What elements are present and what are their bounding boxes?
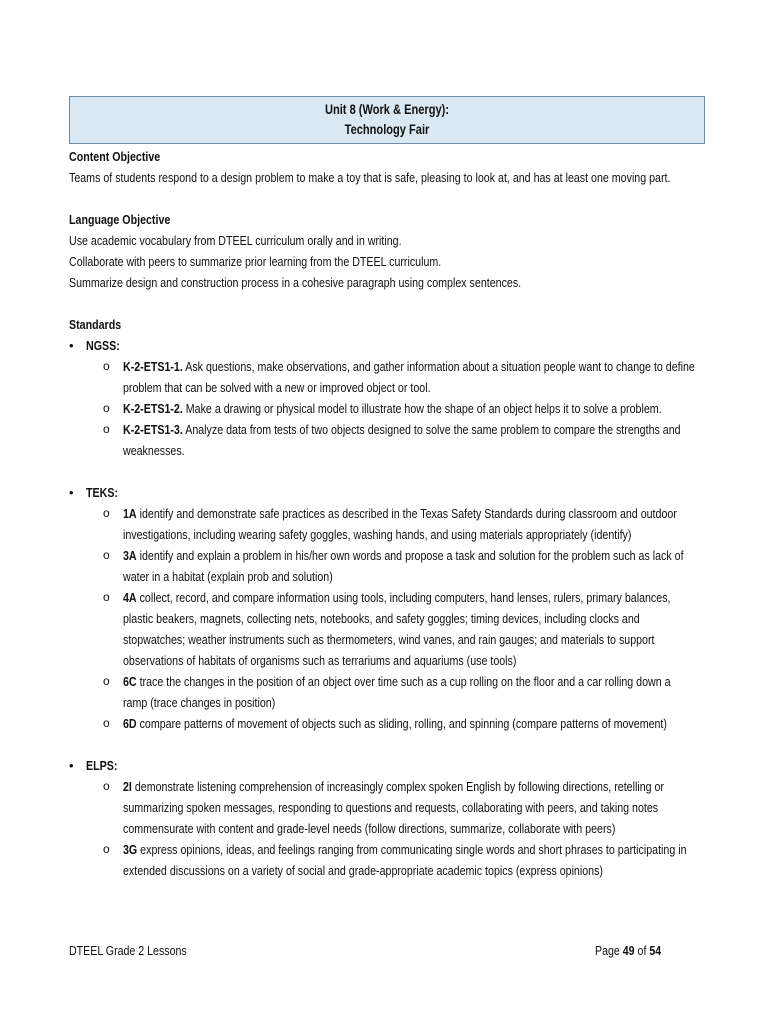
footer-left [69,944,208,958]
teks-item [103,671,703,713]
document-body [69,146,709,881]
standard-code: 2I [123,779,132,794]
teks-item [103,713,703,734]
standard-text: demonstrate listening comprehension of increasingly complex spoken English by following directions, retelling or summarizing spoken messages, responding to questions and requests, collaborating with peers, and taking notes commensurate with content and grade-level needs (follow directions, summarize, collaborate with peers) [123,779,664,836]
sub-bullet-icon: o [103,779,110,793]
standard-text: express opinions, ideas, and feelings ranging from communicating single words and short phrases to participating in extended discussions on a variety of social and grade-appropriate academic topics (express opinions) [123,842,687,878]
footer-page-number [595,944,673,958]
content-objective-heading: Content Objective [69,149,161,164]
language-objective-line: Summarize design and construction process in a cohesive paragraph using complex sentences. [69,275,522,290]
footer-title: DTEEL Grade 2 Lessons [69,944,187,958]
sub-bullet-icon: o [103,401,110,415]
standard-text: Analyze data from tests of two objects designed to solve the same problem to compare the strengths and weaknesses. [123,422,681,458]
sub-bullet-icon: o [103,842,110,856]
unit-title-line1: Unit 8 (Work & Energy): [324,102,450,117]
unit-title-box [69,96,705,144]
ngss-item [103,419,703,461]
standard-code: K-2-ETS1-1. [123,359,183,374]
language-objective-line: Use academic vocabulary from DTEEL curriculum orally and in writing. [69,233,402,248]
sub-bullet-icon: o [103,359,110,373]
content-objective-text: Teams of students respond to a design problem to make a toy that is safe, pleasing to look at, and has at least one moving part. [69,170,671,185]
ngss-item [103,398,703,419]
teks-bullet [69,482,709,503]
page-word: Page [595,944,623,958]
standard-text: identify and explain a problem in his/her own words and propose a task and solution for the problem such as lack of water in a habitat (explain prob and solution) [123,548,684,584]
standard-code: 6C [123,674,137,689]
unit-title-line2: Technology Fair [344,122,430,137]
bullet-icon: • [69,758,74,773]
language-objective-line: Collaborate with peers to summarize prior learning from the DTEEL curriculum. [69,254,442,269]
sub-bullet-icon: o [103,716,110,730]
elps-label: ELPS: [86,758,118,773]
teks-item [103,545,703,587]
standard-code: 1A [123,506,137,521]
page-current: 49 [622,944,635,958]
standards-heading: Standards [69,317,122,332]
elps-item [103,776,703,839]
standard-text: Ask questions, make observations, and gather information about a situation people want to change to define problem that can be solved with a new or improved object or tool. [123,359,695,395]
standard-text: collect, record, and compare information using tools, including computers, hand lenses, rulers, primary balances, plastic beakers, magnets, collecting nets, notebooks, and safety goggles; timing devices, including clocks and stopwatches; weather instruments such as thermometers, wind vanes, and rain gauges; and materials to support observations of habitats of organisms such as terrariums and aquariums (use tools) [123,590,671,668]
teks-item [103,503,703,545]
bullet-icon: • [69,338,74,353]
elps-item [103,839,703,881]
sub-bullet-icon: o [103,506,110,520]
standard-text: identify and demonstrate safe practices as described in the Texas Safety Standards during classroom and outdoor investigations, including wearing safety goggles, washing hands, and using materials appropriately (identify) [123,506,677,542]
sub-bullet-icon: o [103,674,110,688]
ngss-label: NGSS: [86,338,120,353]
teks-item [103,587,703,671]
language-objective-heading: Language Objective [69,212,171,227]
sub-bullet-icon: o [103,548,110,562]
teks-label: TEKS: [86,485,118,500]
standard-code: 3G [123,842,138,857]
standard-text: compare patterns of movement of objects such as sliding, rolling, and spinning (compare patterns of movement) [136,716,667,731]
ngss-bullet [69,335,709,356]
page-total: 54 [649,944,662,958]
sub-bullet-icon: o [103,590,110,604]
standard-text: trace the changes in the position of an object over time such as a cup rolling on the floor and a car rolling down a ramp (trace changes in position) [123,674,671,710]
standard-code: K-2-ETS1-2. [123,401,183,416]
standard-text: Make a drawing or physical model to illustrate how the shape of an object helps it to solve a problem. [182,401,662,416]
standard-code: 4A [123,590,137,605]
standard-code: K-2-ETS1-3. [123,422,183,437]
standard-code: 3A [123,548,137,563]
bullet-icon: • [69,485,74,500]
elps-bullet [69,755,709,776]
standard-code: 6D [123,716,137,731]
sub-bullet-icon: o [103,422,110,436]
of-word: of [634,944,650,958]
ngss-item [103,356,703,398]
